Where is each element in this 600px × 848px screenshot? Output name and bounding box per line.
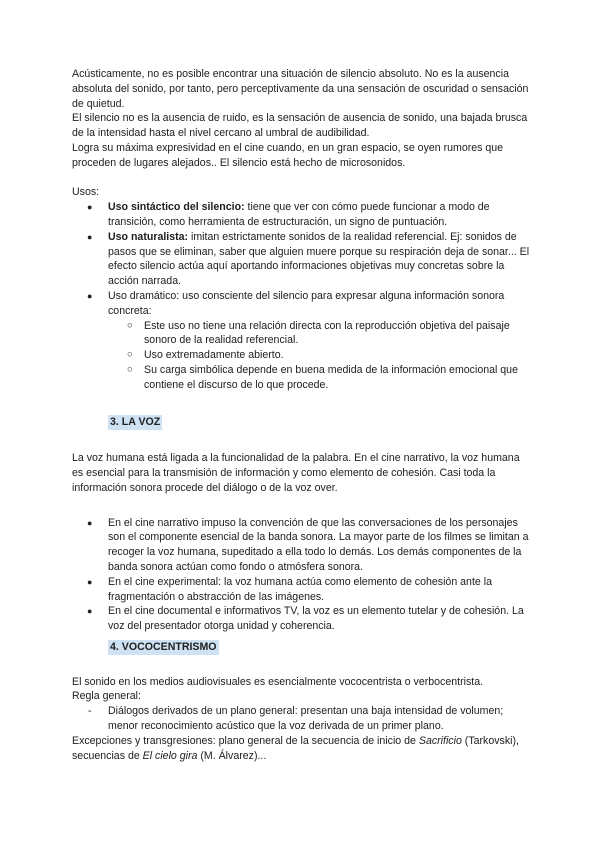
exceptions-middle: (Tarkovski), secuencias de <box>72 734 519 762</box>
exceptions-suffix: (M. Álvarez)... <box>197 749 267 762</box>
circle-bullet-icon: ○ <box>127 319 133 331</box>
list-item <box>87 575 530 605</box>
usos-label: Usos: <box>72 186 100 199</box>
film-title-el-cielo-gira: El cielo gira <box>142 749 198 762</box>
intro-paragraph-2: El silencio no es la ausencia de ruido, es la sensación de ausencia de sonido, una bajada brusca de la intensidad hasta el nivel cercano al umbral de audibilidad. <box>72 112 528 140</box>
list-item <box>127 363 530 393</box>
bullet-icon: ● <box>87 202 93 213</box>
bullet-icon: ● <box>87 517 93 528</box>
list-item-text: Uso dramático: uso consciente del silencio para expresar alguna información sonora concreta: <box>108 289 505 317</box>
list-item-text: imitan estrictamente sonidos de la realidad referencial. Ej: sonidos de pasos que se eliminan, saber que alguien muere porque su respiración deja de sonar... El efecto silencio actúa aquí aportando informaciones objetivas muy concretas sobre la acción narrada. <box>108 230 530 288</box>
intro-paragraph-1: Acústicamente, no es posible encontrar una situación de silencio absoluto. No es la ausencia absoluta del sonido, por tanto, pero perceptivamente da una sensación de oscuridad o sensación de quietud. <box>72 68 529 110</box>
list-item <box>87 604 530 634</box>
list-item <box>87 289 530 393</box>
section-heading-vococentrismo: 4. VOCOCENTRISMO <box>110 640 217 653</box>
list-item-text: Su carga simbólica depende en buena medida de la información emocional que contiene el discurso de lo que procede. <box>144 363 518 391</box>
film-title-sacrificio: Sacrificio <box>418 734 462 747</box>
list-item <box>87 516 530 575</box>
list-item-text: tiene que ver con cómo puede funcionar a modo de transición, como herramienta de estructuración, un signo de puntuación. <box>108 201 490 228</box>
list-item-text: En el cine experimental: la voz humana actúa como elemento de cohesión ante la fragmentación o abstracción de las imágenes. <box>108 575 492 603</box>
rule-list <box>72 704 530 734</box>
list-item <box>87 200 530 230</box>
list-item-bold: Uso naturalista: <box>108 230 189 243</box>
section-heading-voz: 3. LA VOZ <box>110 416 161 429</box>
circle-bullet-icon: ○ <box>127 349 133 361</box>
list-item-text: En el cine narrativo impuso la convención de que las conversaciones de los personajes son el componente esencial de la banda sonora. La mayor parte de los filmes se limitan a recoger la voz humana, supeditado a ella todo lo demás. Los demás componentes de la banda sonora actúan como fondo o atmósfera sonora. <box>108 516 529 573</box>
list-item <box>127 319 530 349</box>
voz-paragraph: La voz humana está ligada a la funcionalidad de la palabra. En el cine narrativo, la voz humana es esencial para la transmisión de información y como elemento de cohesión. Casi toda la información sonora procede del diálogo o de la voz over. <box>72 452 520 494</box>
bullet-icon: ● <box>87 231 93 242</box>
bullet-icon: ● <box>87 290 93 301</box>
usos-list <box>72 200 530 392</box>
list-item-text: Este uso no tiene una relación directa con la reproducción objetiva del paisaje sonoro de la realidad referencial. <box>144 319 510 347</box>
list-item-text: Uso extremadamente abierto. <box>144 349 284 362</box>
document-content <box>72 67 530 763</box>
exceptions-paragraph <box>72 734 530 764</box>
bullet-icon: ● <box>87 576 93 587</box>
vococentrismo-paragraph: El sonido en los medios audiovisuales es esencialmente vococentrista o verbocentrista. <box>72 675 484 688</box>
list-item <box>127 348 530 363</box>
bullet-icon: ● <box>87 606 93 617</box>
list-item-text: Diálogos derivados de un plano general: presentan una baja intensidad de volumen; menor reconocimiento acústico que la voz derivada de un primer plano. <box>108 705 504 733</box>
dash-bullet-icon: - <box>88 705 92 718</box>
list-item <box>87 230 530 289</box>
exceptions-prefix: Excepciones y transgresiones: plano general de la secuencia de inicio de <box>72 734 419 747</box>
intro-paragraph-3: Logra su máxima expresividad en el cine cuando, en un gran espacio, se oyen rumores que proceden de lugares alejados.. El silencio está hecho de microsonidos. <box>72 141 504 169</box>
list-item-bold: Uso sintáctico del silencio: <box>108 201 245 214</box>
list-item <box>88 704 530 734</box>
list-item-text: En el cine documental e informativos TV, la voz es un elemento tutelar y de cohesión. La voz del presentador otorga unidad y coherencia. <box>108 605 524 633</box>
rule-label: Regla general: <box>72 690 141 703</box>
voz-list <box>72 516 530 634</box>
usos-sublist <box>108 319 530 393</box>
circle-bullet-icon: ○ <box>127 363 133 375</box>
